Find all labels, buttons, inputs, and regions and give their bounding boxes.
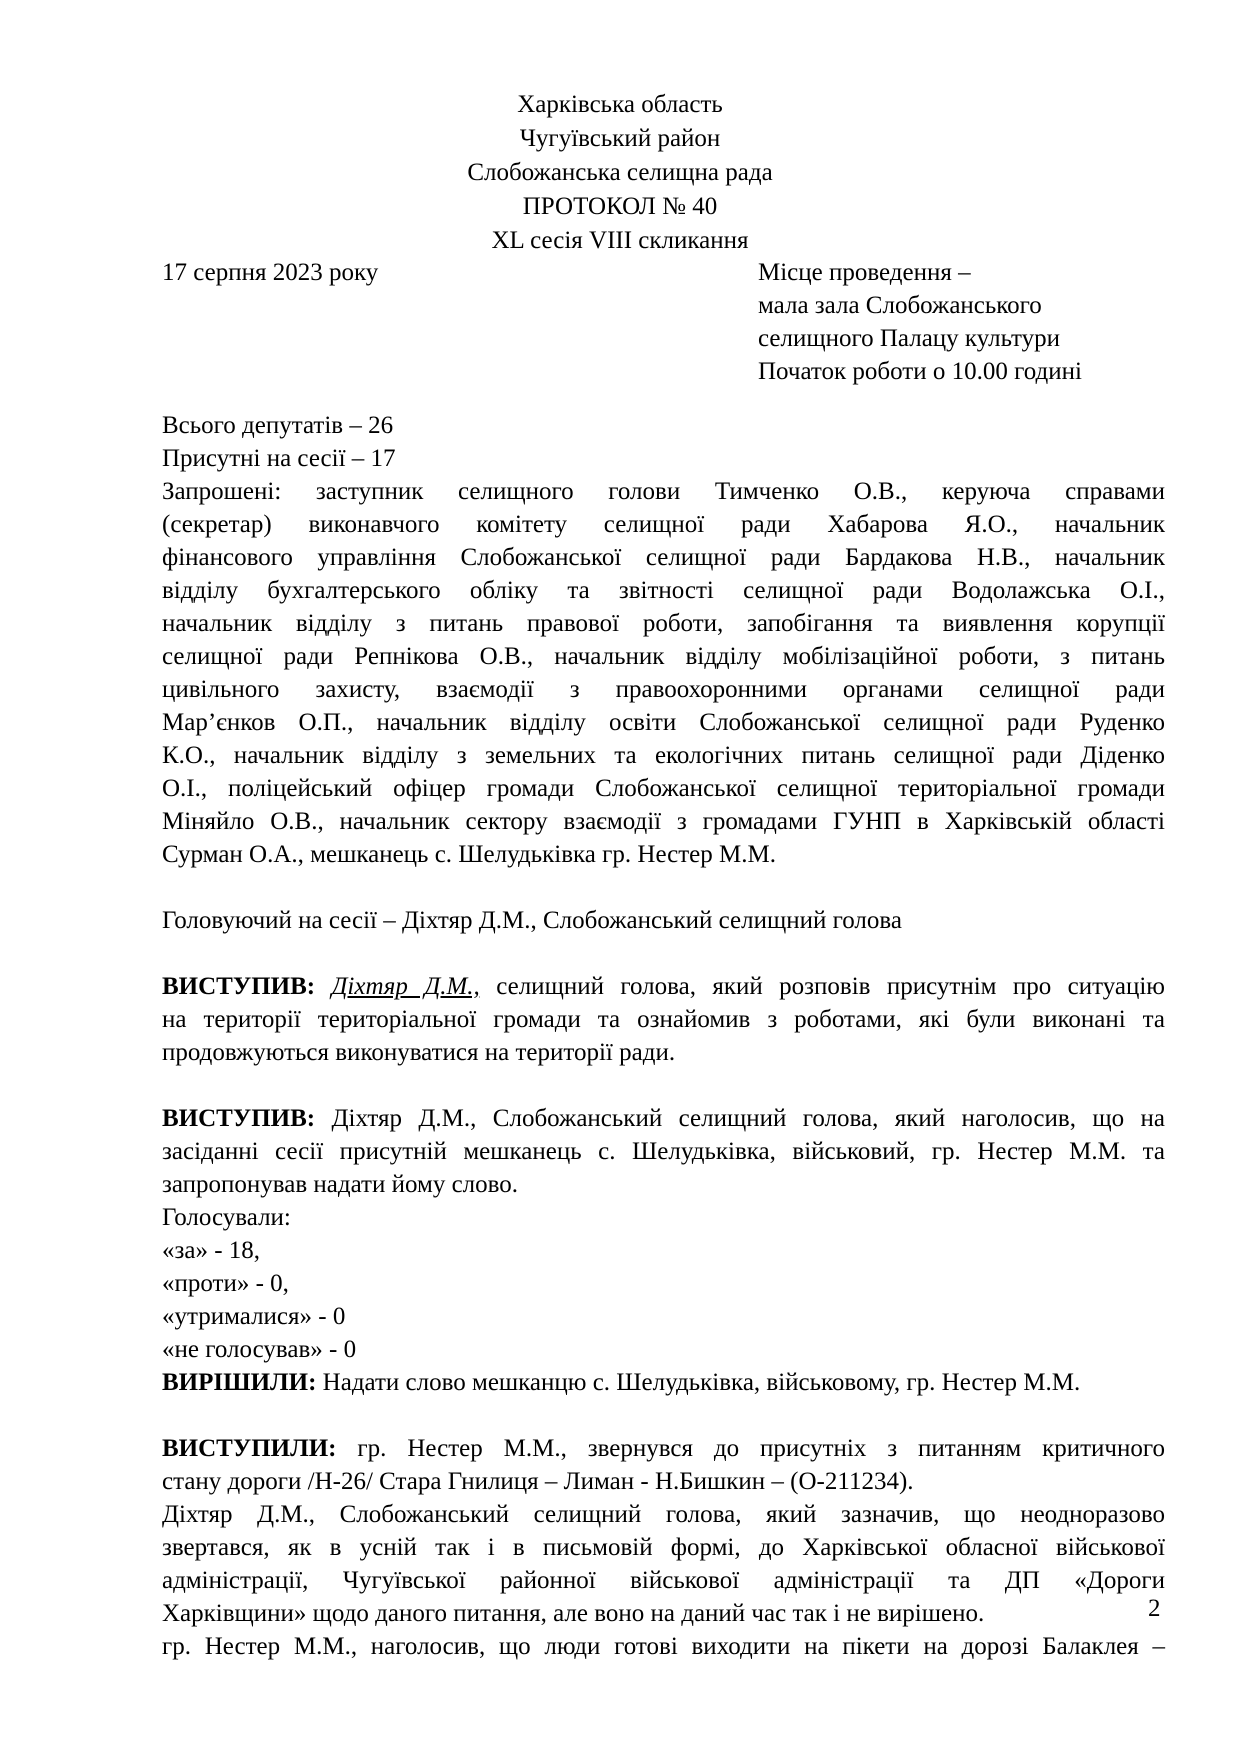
place-block (758, 256, 1082, 388)
speech-3-line-6: Харківщини» щодо даного питання, але воно на даний час так і не вирішено. (162, 1600, 985, 1627)
decision-label: ВИРІШИЛИ: (162, 1369, 317, 1396)
invited-line: Мар’єнков О.П., начальник відділу освіти Слобожанської селищної ради Руденко (162, 709, 1165, 736)
speech-3-text: гр. Нестер М.М., звернувся до присутніх з питанням критичного (336, 1435, 1165, 1462)
decision-line (162, 1366, 1165, 1399)
speech-1-line-3: продовжуються виконуватися на території ради. (162, 1039, 676, 1066)
speech-2-line-2: засіданні сесії присутній мешканець с. Шелудьківка, військовий, гр. Нестер М.М. та (162, 1138, 1165, 1165)
invited-line: К.О., начальник відділу з земельних та екологічних питань селищної ради Діденко (162, 742, 1165, 769)
deputies-total: Всього депутатів – 26 (162, 412, 394, 439)
invited-line: начальник відділу з питань правової роботи, запобігання та виявлення корупції (162, 610, 1165, 637)
invited-line: Міняйло О.В., начальник сектору взаємодії з громадами ГУНП в Харківській області (162, 808, 1165, 835)
speech-1-line-2: на території територіальної громади та ознайомив з роботами, які були виконані та (162, 1006, 1165, 1033)
deputies-present: Присутні на сесії – 17 (162, 445, 396, 472)
decision-text: Надати слово мешканцю с. Шелудьківка, військовому, гр. Нестер М.М. (316, 1369, 1081, 1396)
speech-3 (162, 1432, 1165, 1663)
voting-block (162, 1201, 1165, 1366)
session-line: XL сесія VIII скликання (491, 227, 749, 254)
speech-2 (162, 1102, 1165, 1201)
invited-line: фінансового управління Слобожанської селищної ради Бардакова Н.В., начальник (162, 544, 1165, 571)
speech-label: ВИСТУПИЛИ: (162, 1435, 337, 1462)
start-time-line: Початок роботи о 10.00 годині (758, 358, 1082, 385)
session-date: 17 серпня 2023 року (162, 259, 379, 286)
invited-line: О.І., поліцейський офіцер громади Слобожанської селищної територіальної громади (162, 775, 1165, 802)
speech-3-line-4: звертався, як в усній так і в письмовій формі, до Харківської обласної військової (162, 1534, 1165, 1561)
speech-label: ВИСТУПИВ: (162, 1105, 316, 1132)
vote-for: «за» - 18, (162, 1237, 261, 1264)
page-number: 2 (1148, 1595, 1161, 1622)
invited-line: Запрошені: заступник селищного голови Тимченко О.В., керуюча справами (162, 478, 1165, 505)
place-line-1: Місце проведення – (758, 259, 971, 286)
vote-abstained: «утрималися» - 0 (162, 1303, 346, 1330)
speech-2-line-3: запропонував надати йому слово. (162, 1171, 519, 1198)
invited-line: відділу бухгалтерського обліку та звітності селищної ради Водолажська О.І., (162, 577, 1165, 604)
invited-line: селищної ради Репнікова О.В., начальник відділу мобілізаційної роботи, з питань (162, 643, 1165, 670)
document-header (0, 88, 1240, 258)
speaker-name-link: Діхтяр Д.М., (331, 973, 480, 1000)
voting-title: Голосували: (162, 1204, 291, 1231)
speech-1-text: селищний голова, який розповів присутнім про ситуацію (479, 973, 1165, 1000)
speech-3-line-7: гр. Нестер М.М., наголосив, що люди готові виходити на пікети на дорозі Балаклея – (162, 1633, 1165, 1660)
place-line-3: селищного Палацу культури (758, 325, 1061, 352)
protocol-title: ПРОТОКОЛ № 40 (522, 193, 718, 220)
speech-1-line-1 (162, 970, 1165, 1003)
invited-block (162, 475, 1165, 871)
vote-not-voted: «не голосував» - 0 (162, 1336, 357, 1363)
vote-against: «проти» - 0, (162, 1270, 289, 1297)
speech-2-line-1 (162, 1102, 1165, 1135)
place-line-2: мала зала Слобожанського (758, 292, 1042, 319)
district-line: Чугуївський район (519, 125, 721, 152)
speech-3-line-2: стану дороги /Н-26/ Стара Гнилиця – Лиман - Н.Бишкин – (О-211234). (162, 1468, 914, 1495)
protocol-body (162, 409, 1165, 1663)
chair-line: Головуючий на сесії – Діхтяр Д.М., Слобожанський селищний голова (162, 907, 902, 934)
speech-3-line-5: адміністрації, Чугуївської районної військової адміністрації та ДП «Дороги (162, 1567, 1165, 1594)
invited-line: (секретар) виконавчого комітету селищної ради Хабарова Я.О., начальник (162, 511, 1165, 538)
speech-1 (162, 970, 1165, 1069)
invited-line: цивільного захисту, взаємодії з правоохоронними органами селищної ради (162, 676, 1165, 703)
speech-label: ВИСТУПИВ: (162, 973, 316, 1000)
council-line: Слобожанська селищна рада (467, 159, 773, 186)
speech-3-line-3: Діхтяр Д.М., Слобожанський селищний голова, який зазначив, що неодноразово (162, 1501, 1165, 1528)
invited-line: Сурман О.А., мешканець с. Шелудьківка гр. Нестер М.М. (162, 841, 776, 868)
speech-2-text: Діхтяр Д.М., Слобожанський селищний голова, який наголосив, що на (315, 1105, 1165, 1132)
speech-3-line-1 (162, 1432, 1165, 1465)
region-line: Харківська область (517, 91, 723, 118)
